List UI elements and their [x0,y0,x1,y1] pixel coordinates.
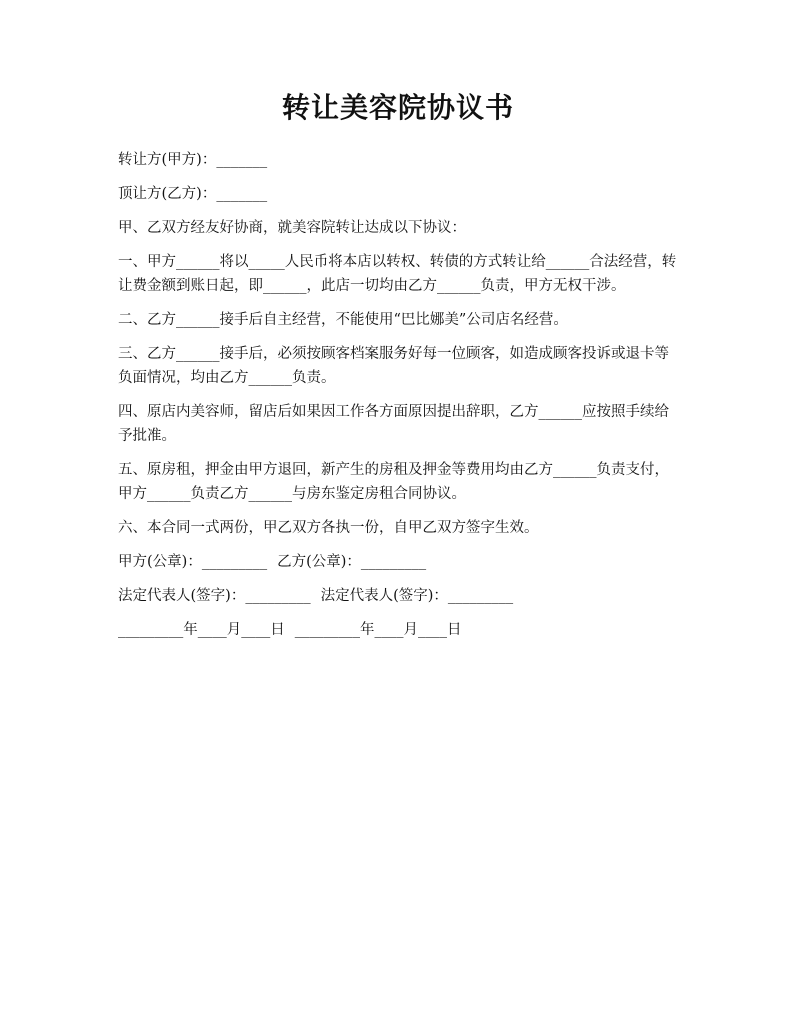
party-b-seal: 乙方(公章)：_________ [277,554,427,570]
agreement-intro: 甲、乙双方经友好协商，就美容院转让达成以下协议： [118,220,466,236]
clause-4: 四、原店内美容师，留店后如果因工作各方面原因提出辞职，乙方______应按照手续给予批准。 [118,404,669,444]
clause-3: 三、乙方______接手后，必须按顾客档案服务好每一位顾客，如造成顾客投诉或退卡等负面情况，均由乙方______负责。 [118,346,669,386]
seal-row [118,550,683,574]
document-title: 转让美容院协议书 [281,91,514,124]
date-row [118,618,683,642]
representative-row [118,584,683,608]
transferor-line: 转让方(甲方)：_______ [118,152,268,168]
party-a-date: _________年____月____日 [118,622,285,638]
document-body [118,148,683,652]
clause-5: 五、原房租，押金由甲方退回，新产生的房租及押金等费用均由乙方______负责支付，甲方______负责乙方______与房东鉴定房租合同协议。 [118,462,669,502]
party-a-seal: 甲方(公章)：_________ [118,554,268,570]
party-b-representative: 法定代表人(签字)：_________ [320,588,514,604]
clause-6: 六、本合同一式两份，甲乙双方各执一份，自甲乙双方签字生效。 [118,520,539,536]
party-a-representative: 法定代表人(签字)：_________ [118,588,311,604]
clause-2: 二、乙方______接手后自主经营，不能使用“巴比娜美”公司店名经营。 [118,312,568,328]
party-b-date: _________年____月____日 [294,622,462,638]
clause-1: 一、甲方______将以_____人民币将本店以转权、转债的方式转让给______合法经营，转让费金额到账日起，即______，此店一切均由乙方______负责，甲方无权干涉。 [118,254,677,294]
transferee-line: 顶让方(乙方)：_______ [118,186,268,202]
